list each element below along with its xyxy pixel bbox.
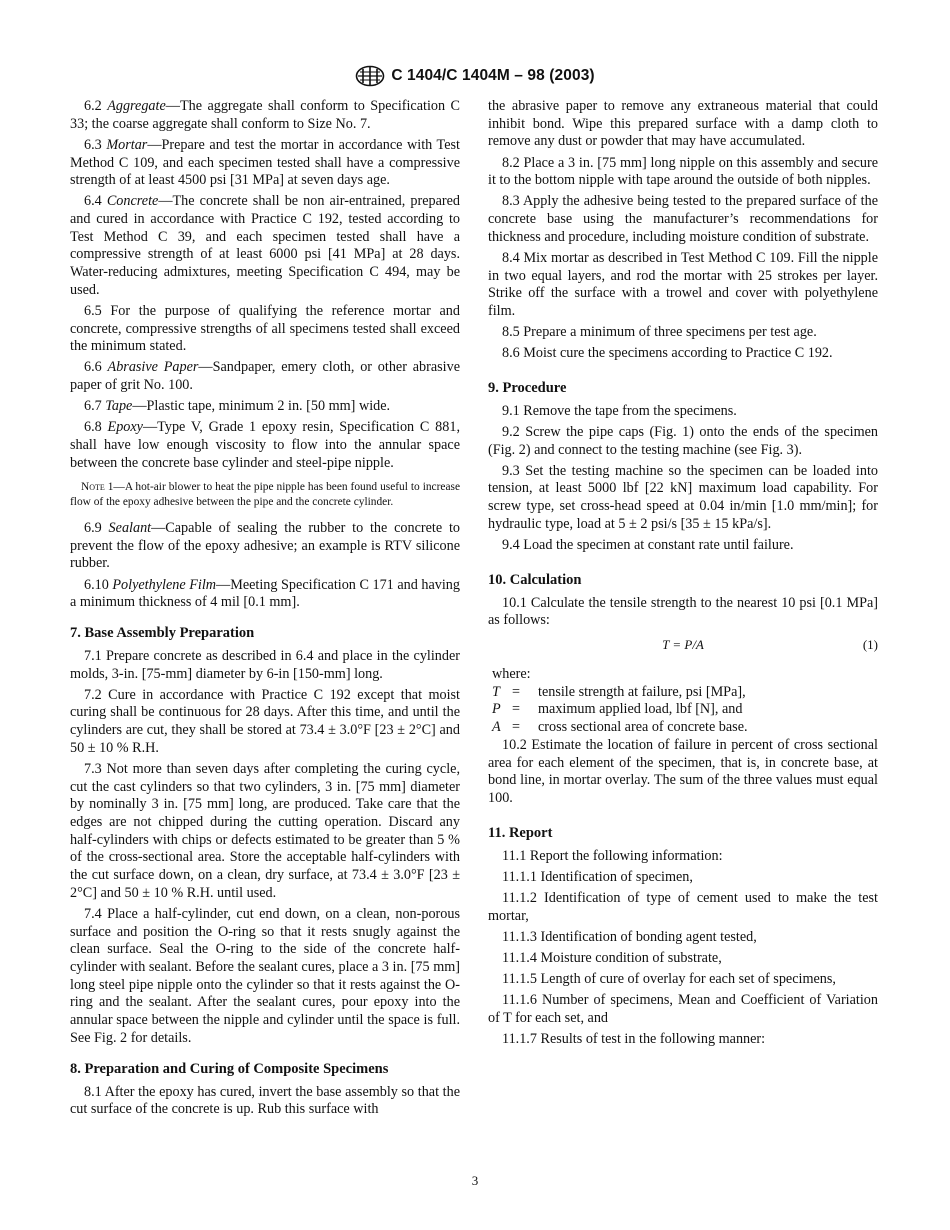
paragraph-7-1: 7.1 Prepare concrete as described in 6.4 and place in the cylinder molds, 3-in. [75-mm] diameter by 6-in [150-mm] long. <box>70 647 460 682</box>
paragraph-7-3: 7.3 Not more than seven days after completing the curing cycle, cut the cast cylinders so that two cylinders, 3 in. [75 mm] diameter by nominally 3 in. [75 mm] long, are produced. Take care that the edges are not chipped during the cutting operation. Discard any half-cylinders with chips or defects estimated to be greater than 5 % of the cross-sectional area. Store the acceptable half-cylinders with the cut surface down, on a clean, dry surface, at 73.4 ± 3.0°F [23 ± 2°C] and 50 ± 10 % R.H. until used. <box>70 760 460 901</box>
paragraph-8-2: 8.2 Place a 3 in. [75 mm] long nipple on this assembly and secure it to the bottom nipple with tape around the outside of both nipples. <box>488 154 878 189</box>
paragraph-11-1-4: 11.1.4 Moisture condition of substrate, <box>502 949 722 966</box>
section-7-heading: 7. Base Assembly Preparation <box>70 624 255 641</box>
page-header <box>0 64 950 88</box>
definition-text: cross sectional area of concrete base. <box>538 719 748 736</box>
paragraph-6-7: 6.7 Tape—Plastic tape, minimum 2 in. [50 mm] wide. <box>84 398 391 415</box>
definition-row <box>492 719 878 737</box>
paragraph-7-2: 7.2 Cure in accordance with Practice C 192 except that moist curing shall be continuous for 28 days. After this time, and until the cylinders are cut, they shall be stored at 73.4 ± 3.0°F [23 ± 2°C] and 50 ± 10 % R.H. <box>70 686 460 756</box>
section-11-heading: 11. Report <box>488 824 553 841</box>
paragraph-6-3: 6.3 Mortar—Prepare and test the mortar in accordance with Test Method C 109, and each specimen tested shall have a compressive strength of at least 4500 psi [31 MPa] at seven days age. <box>70 136 460 189</box>
paragraph-6-10: 6.10 Polyethylene Film—Meeting Specification C 171 and having a minimum thickness of 4 mil [0.1 mm]. <box>70 576 460 611</box>
paragraph-10-1: 10.1 Calculate the tensile strength to the nearest 10 psi [0.1 MPa] as follows: <box>488 594 878 629</box>
paragraph-9-4: 9.4 Load the specimen at constant rate until failure. <box>502 536 794 553</box>
paragraph-8-3: 8.3 Apply the adhesive being tested to the prepared surface of the concrete base using the manufacturer’s recommendations for thickness and procedure, including moisture condition of substrate. <box>488 193 878 245</box>
paragraph-8-4: 8.4 Mix mortar as described in Test Method C 109. Fill the nipple in two equal layers, and rod the mortar with 25 strokes per layer. Strike off the surface with a trowel and cover with polyethylene film. <box>488 249 878 319</box>
paragraph-6-9: 6.9 Sealant—Capable of sealing the rubber to the concrete to prevent the flow of the epoxy adhesive; an example is RTV silicone rubber. <box>70 520 461 572</box>
section-8-heading: 8. Preparation and Curing of Composite Specimens <box>70 1060 389 1077</box>
definition-symbol: T <box>492 683 500 700</box>
paragraph-11-1-6: 11.1.6 Number of specimens, Mean and Coefficient of Variation of T for each set, and <box>488 991 878 1026</box>
section-9-heading: 9. Procedure <box>488 379 567 396</box>
paragraph-7-4: 7.4 Place a half-cylinder, cut end down, on a clean, non-porous surface and position the O-ring so that it rests snugly against the clean surface. Seal the O-ring to the side of the concrete half-cylinder with sealant. Before the sealant cures, place a 3 in. [75 mm] long steel pipe nipple onto the cylinder so that it rests against the O-ring and the sealant. After the sealant cures, pour epoxy into the annular space between the nipple and cylinder until the space is full. See Fig. 2 for details. <box>70 905 460 1046</box>
definition-symbol: P <box>492 701 501 718</box>
definition-row <box>492 701 878 719</box>
note-1: Note 1—A hot-air blower to heat the pipe nipple has been found useful to increase flow of the epoxy adhesive between the pipe and the concrete cylinder. <box>70 481 460 509</box>
where-label: where: <box>492 666 531 682</box>
paragraph-6-4: 6.4 Concrete—The concrete shall be non air-entrained, prepared and cured in accordance with Practice C 192, tested according to Test Method C 39, and each specimen tested shall have a compressive strength of at least 6000 psi [41 MPa] at 28 days. Water-reducing admixtures, meeting Specification C 494, may be used. <box>70 193 461 298</box>
paragraph-9-2: 9.2 Screw the pipe caps (Fig. 1) onto the ends of the specimen (Fig. 2) and connect to the testing machine (see Fig. 3). <box>488 423 878 458</box>
paragraph-6-5: 6.5 For the purpose of qualifying the reference mortar and concrete, compressive strengths of all specimens tested shall exceed the minimum stated. <box>70 302 460 355</box>
paragraph-11-1-2: 11.1.2 Identification of type of cement used to make the test mortar, <box>488 889 878 924</box>
paragraph-9-1: 9.1 Remove the tape from the specimens. <box>502 402 737 419</box>
definition-equals: = <box>512 683 521 700</box>
paragraph-11-1-3: 11.1.3 Identification of bonding agent tested, <box>502 928 757 945</box>
paragraph-10-2: 10.2 Estimate the location of failure in percent of cross sectional area for each element of the specimen, that is, in concrete base, at bond line, in mortar overlay. The sum of the three values must equal 100. <box>488 736 878 806</box>
equation-text: T = P/A <box>662 637 704 652</box>
paragraph-6-8: 6.8 Epoxy—Type V, Grade 1 epoxy resin, Specification C 881, shall have low enough viscosity to flow into the annular space between the concrete base cylinder and steel-pipe nipple. <box>70 419 461 471</box>
section-10-heading: 10. Calculation <box>488 571 582 588</box>
paragraph-11-1-1: 11.1.1 Identification of specimen, <box>502 868 693 885</box>
standard-designation: C 1404/C 1404M – 98 (2003) <box>391 67 595 84</box>
paragraph-9-3: 9.3 Set the testing machine so the specimen can be loaded into tension, at least 5000 lbf [22 kN] maximum load capability. For screw type, set cross-head speed at 0.04 in/min [1.0 mm/min]; for hydraulic type, load at 5 ± 2 psi/s [35 ± 15 kPa/s]. <box>488 462 878 532</box>
equation-1 <box>488 636 878 654</box>
paragraph-8-5: 8.5 Prepare a minimum of three specimens per test age. <box>502 324 817 340</box>
definition-equals: = <box>512 719 521 736</box>
definition-symbol: A <box>492 719 501 736</box>
definition-text: maximum applied load, lbf [N], and <box>538 701 743 718</box>
paragraph-11-1-7: 11.1.7 Results of test in the following manner: <box>502 1030 766 1047</box>
paragraph-8-1-continued: the abrasive paper to remove any extraneous material that could inhibit bond. Wipe this prepared surface with a damp cloth to remove any dust or powder that may have accumulated. <box>488 98 878 150</box>
astm-logo-icon <box>355 65 385 87</box>
variable-definitions <box>492 666 878 737</box>
left-column <box>70 98 460 1122</box>
definition-row <box>492 684 878 702</box>
paragraph-6-6: 6.6 Abrasive Paper—Sandpaper, emery cloth, or other abrasive paper of grit No. 100. <box>70 359 460 394</box>
paragraph-6-2: 6.2 Aggregate—The aggregate shall conform to Specification C 33; the coarse aggregate shall conform to Size No. 7. <box>70 98 461 132</box>
definition-equals: = <box>512 701 521 718</box>
page-number: 3 <box>471 1173 479 1188</box>
paragraph-8-6: 8.6 Moist cure the specimens according to Practice C 192. <box>502 345 833 362</box>
paragraph-11-1-5: 11.1.5 Length of cure of overlay for each set of specimens, <box>502 970 836 987</box>
right-column <box>488 98 878 1052</box>
definition-text: tensile strength at failure, psi [MPa], <box>538 683 746 700</box>
paragraph-8-1: 8.1 After the epoxy has cured, invert the base assembly so that the cut surface of the concrete is up. Rub this surface with <box>70 1083 460 1118</box>
paragraph-11-1: 11.1 Report the following information: <box>502 847 723 864</box>
equation-number: (1) <box>862 637 878 652</box>
